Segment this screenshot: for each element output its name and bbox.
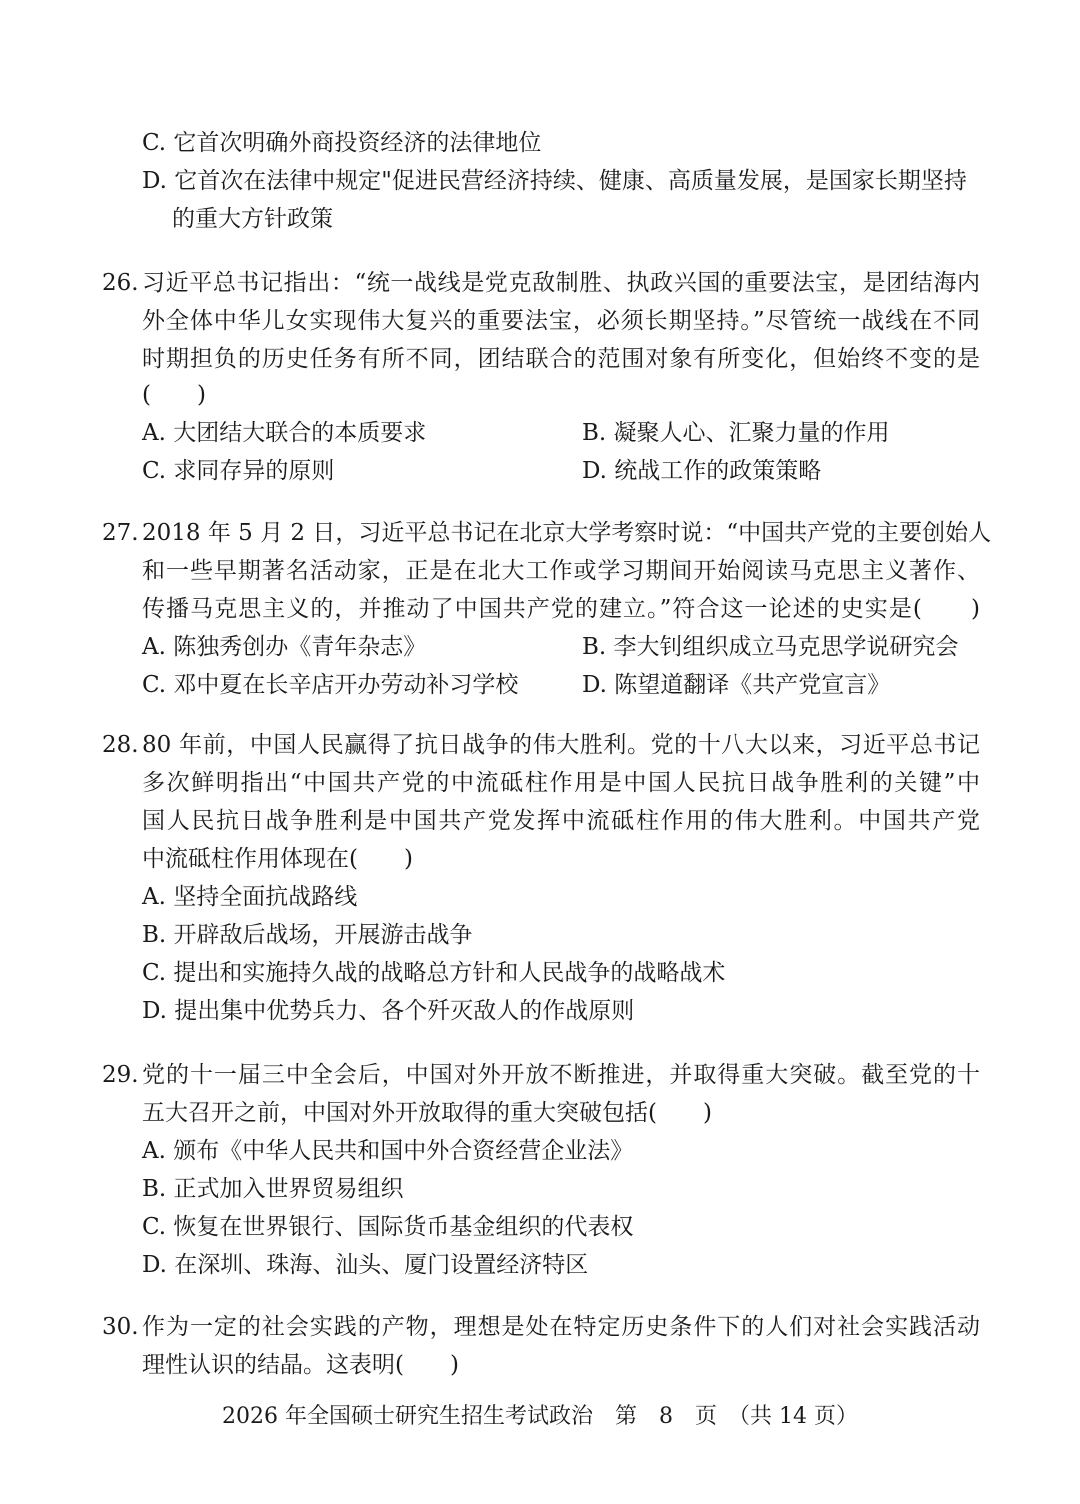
q25-option-d-line1: D. 它首次在法律中规定"促进民营经济持续、健康、高质量发展，是国家长期坚持 — [142, 168, 967, 194]
q28-text-line3: 国人民抗日战争胜利是中国共产党发挥中流砥柱作用的伟大胜利。中国共产党 — [142, 808, 980, 834]
q26-text-line3: 时期担负的历史任务有所不同，团结联合的范围对象有所变化，但始终不变的是 — [142, 346, 980, 372]
q29-option-d: D. 在深圳、珠海、汕头、厦门设置经济特区 — [142, 1252, 589, 1278]
q29-text-line2: 五大召开之前，中国对外开放取得的重大突破包括( ) — [142, 1100, 712, 1126]
q26-option-c: C. 求同存异的原则 — [142, 458, 335, 484]
q28-text-line2: 多次鲜明指出“中国共产党的中流砥柱作用是中国人民抗日战争胜利的关键”中 — [142, 770, 980, 796]
q27-option-d: D. 陈望道翻译《共产党宣言》 — [582, 672, 891, 698]
q27-option-a: A. 陈独秀创办《青年杂志》 — [142, 634, 427, 660]
q28-text-line4: 中流砥柱作用体现在( ) — [142, 846, 413, 872]
q29-option-a: A. 颁布《中华人民共和国中外合资经营企业法》 — [142, 1138, 634, 1164]
q29-option-b: B. 正式加入世界贸易组织 — [142, 1176, 404, 1202]
q28-option-b: B. 开辟敌后战场，开展游击战争 — [142, 922, 473, 948]
q29-number: 29. — [102, 1062, 139, 1088]
q28-number: 28. — [102, 732, 139, 758]
q27-text-line2: 和一些早期著名活动家，正是在北大工作或学习期间开始阅读马克思主义著作、 — [142, 558, 980, 584]
q26-option-a: A. 大团结大联合的本质要求 — [142, 420, 427, 446]
q28-option-c: C. 提出和实施持久战的战略总方针和人民战争的战略战术 — [142, 960, 726, 986]
q28-option-a: A. 坚持全面抗战路线 — [142, 884, 358, 910]
q27-text-line1: 2018 年 5 月 2 日，习近平总书记在北京大学考察时说：“中国共产党的主要创始人 — [142, 520, 992, 546]
q26-option-d: D. 统战工作的政策策略 — [582, 458, 822, 484]
q30-text-line1: 作为一定的社会实践的产物，理想是处在特定历史条件下的人们对社会实践活动 — [142, 1314, 980, 1340]
q28-option-d: D. 提出集中优势兵力、各个歼灭敌人的作战原则 — [142, 998, 635, 1024]
q25-option-c: C. 它首次明确外商投资经济的法律地位 — [142, 130, 542, 156]
q27-text-line3: 传播马克思主义的，并推动了中国共产党的建立。”符合这一论述的史实是( ) — [142, 596, 980, 622]
q26-text-line1: 习近平总书记指出：“统一战线是党克敌制胜、执政兴国的重要法宝，是团结海内 — [142, 270, 980, 296]
q30-text-line2: 理性认识的结晶。这表明( ) — [142, 1352, 459, 1378]
q29-option-c: C. 恢复在世界银行、国际货币基金组织的代表权 — [142, 1214, 634, 1240]
q27-number: 27. — [102, 520, 139, 546]
q29-text-line1: 党的十一届三中全会后，中国对外开放不断推进，并取得重大突破。截至党的十 — [142, 1062, 980, 1088]
q28-text-line1: 80 年前，中国人民赢得了抗日战争的伟大胜利。党的十八大以来，习近平总书记 — [142, 732, 980, 758]
q25-option-d-line2: 的重大方针政策 — [172, 206, 333, 232]
q26-number: 26. — [102, 270, 139, 296]
q30-number: 30. — [102, 1314, 139, 1340]
page-footer: 2026 年全国硕士研究生招生考试政治 第 8 页 （共 14 页） — [222, 1404, 858, 1429]
q26-answer-blank: ( ) — [142, 382, 206, 408]
q26-option-b: B. 凝聚人心、汇聚力量的作用 — [582, 420, 890, 446]
q27-option-c: C. 邓中夏在长辛店开办劳动补习学校 — [142, 672, 519, 698]
q27-option-b: B. 李大钊组织成立马克思学说研究会 — [582, 634, 959, 660]
q26-text-line2: 外全体中华儿女实现伟大复兴的重要法宝，必须长期坚持。”尽管统一战线在不同 — [142, 308, 980, 334]
